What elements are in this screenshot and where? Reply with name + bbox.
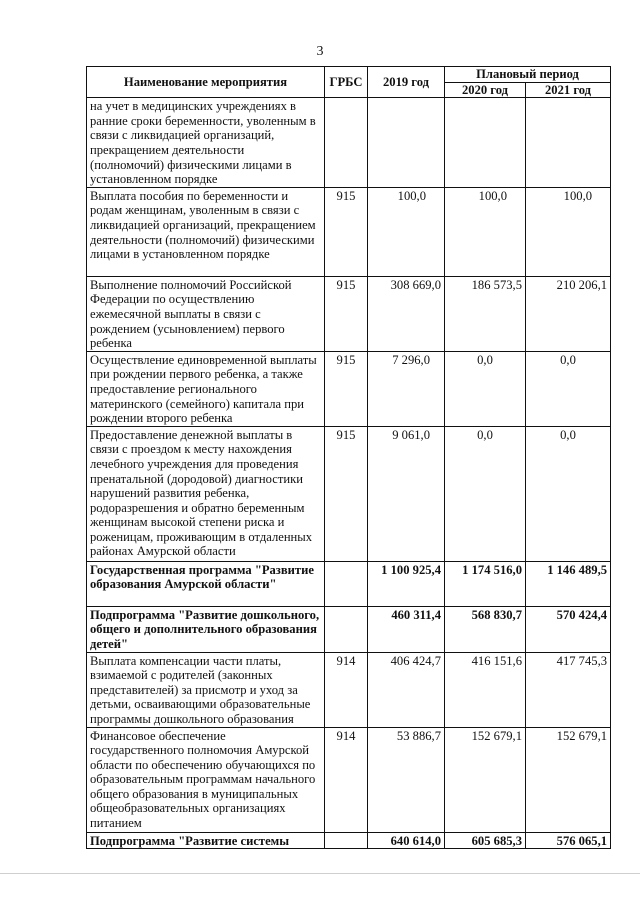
row-name: Выплата компенсации части платы, взимаемой с родителей (законных представителей) за присмотр и уход за детьми, осваивающими образовательные программы дошкольного образования [87, 652, 325, 727]
row-2021: 576 065,1 [526, 832, 611, 849]
page-number: 3 [316, 44, 324, 59]
row-name: Финансовое обеспечение государственного полномочия Амурской области по обеспечению обучающихся по образовательным программам начального общего образования в муниципальных общеобразовательных организациях питанием [87, 727, 325, 832]
row-2020: 186 573,5 [445, 276, 526, 351]
header-planned-period: Плановый период [445, 67, 611, 83]
header-2019: 2019 год [368, 67, 445, 98]
row-grbs [325, 606, 368, 652]
row-2020: 100,0 [445, 187, 526, 276]
row-2019: 640 614,0 [368, 832, 445, 849]
row-grbs [325, 561, 368, 606]
row-2020: 152 679,1 [445, 727, 526, 832]
row-name: Выполнение полномочий Российской Федерации по осуществлению ежемесячной выплаты в связи с рождением (усыновлением) первого ребенка [87, 276, 325, 351]
row-name: Предоставление денежной выплаты в связи с проездом к месту нахождения лечебного учреждения для проведения пренатальной (дородовой) диагностики нарушений развития ребенка, родоразрешения и обратно беременным женщинам высокой степени риска и роженицам, проживающим в отдаленных районах Амурской области [87, 426, 325, 561]
row-2021: 0,0 [526, 426, 611, 561]
row-2019: 53 886,7 [368, 727, 445, 832]
row-2019: 406 424,7 [368, 652, 445, 727]
row-2021 [526, 98, 611, 188]
row-grbs: 914 [325, 652, 368, 727]
row-2021: 417 745,3 [526, 652, 611, 727]
row-grbs: 915 [325, 426, 368, 561]
row-2020: 568 830,7 [445, 606, 526, 652]
table-row [87, 276, 611, 351]
row-name: Подпрограмма "Развитие дошкольного, общего и дополнительного образования детей" [87, 606, 325, 652]
table-row [87, 832, 611, 849]
table-row [87, 561, 611, 606]
row-grbs [325, 98, 368, 188]
row-2019: 308 669,0 [368, 276, 445, 351]
table-row [87, 426, 611, 561]
row-2019: 100,0 [368, 187, 445, 276]
header-grbs: ГРБС [325, 67, 368, 98]
row-2019: 7 296,0 [368, 351, 445, 426]
table-row [87, 351, 611, 426]
header-2020: 2020 год [445, 82, 526, 98]
row-name: на учет в медицинских учреждениях в ранние сроки беременности, уволенным в связи с ликвидацией организаций, прекращением деятельности (полномочий) физическими лицами в установленном порядке [87, 98, 325, 188]
row-2021: 152 679,1 [526, 727, 611, 832]
row-name: Подпрограмма "Развитие системы [87, 832, 325, 849]
table-row [87, 606, 611, 652]
row-2019: 460 311,4 [368, 606, 445, 652]
row-2021: 0,0 [526, 351, 611, 426]
row-2019: 9 061,0 [368, 426, 445, 561]
row-grbs [325, 832, 368, 849]
header-2021: 2021 год [526, 82, 611, 98]
header-name: Наименование мероприятия [87, 67, 325, 98]
scan-edge-line [0, 873, 640, 874]
row-2020: 0,0 [445, 351, 526, 426]
table-row [87, 98, 611, 188]
row-grbs: 915 [325, 187, 368, 276]
budget-table [86, 66, 611, 849]
row-name: Государственная программа "Развитие образования Амурской области" [87, 561, 325, 606]
row-2019 [368, 98, 445, 188]
row-2021: 570 424,4 [526, 606, 611, 652]
row-2020 [445, 98, 526, 188]
row-grbs: 915 [325, 276, 368, 351]
row-2021: 1 146 489,5 [526, 561, 611, 606]
row-2020: 1 174 516,0 [445, 561, 526, 606]
table-row [87, 187, 611, 276]
table-row [87, 727, 611, 832]
table-row [87, 652, 611, 727]
row-2019: 1 100 925,4 [368, 561, 445, 606]
row-name: Выплата пособия по беременности и родам женщинам, уволенным в связи с ликвидацией организаций, прекращением деятельности (полномочий) физическими лицами в установленном порядке [87, 187, 325, 276]
row-name: Осуществление единовременной выплаты при рождении первого ребенка, а также предоставление регионального материнского (семейного) капитала при рождении второго ребенка [87, 351, 325, 426]
row-grbs: 915 [325, 351, 368, 426]
row-grbs: 914 [325, 727, 368, 832]
row-2021: 100,0 [526, 187, 611, 276]
row-2020: 416 151,6 [445, 652, 526, 727]
row-2021: 210 206,1 [526, 276, 611, 351]
row-2020: 605 685,3 [445, 832, 526, 849]
row-2020: 0,0 [445, 426, 526, 561]
